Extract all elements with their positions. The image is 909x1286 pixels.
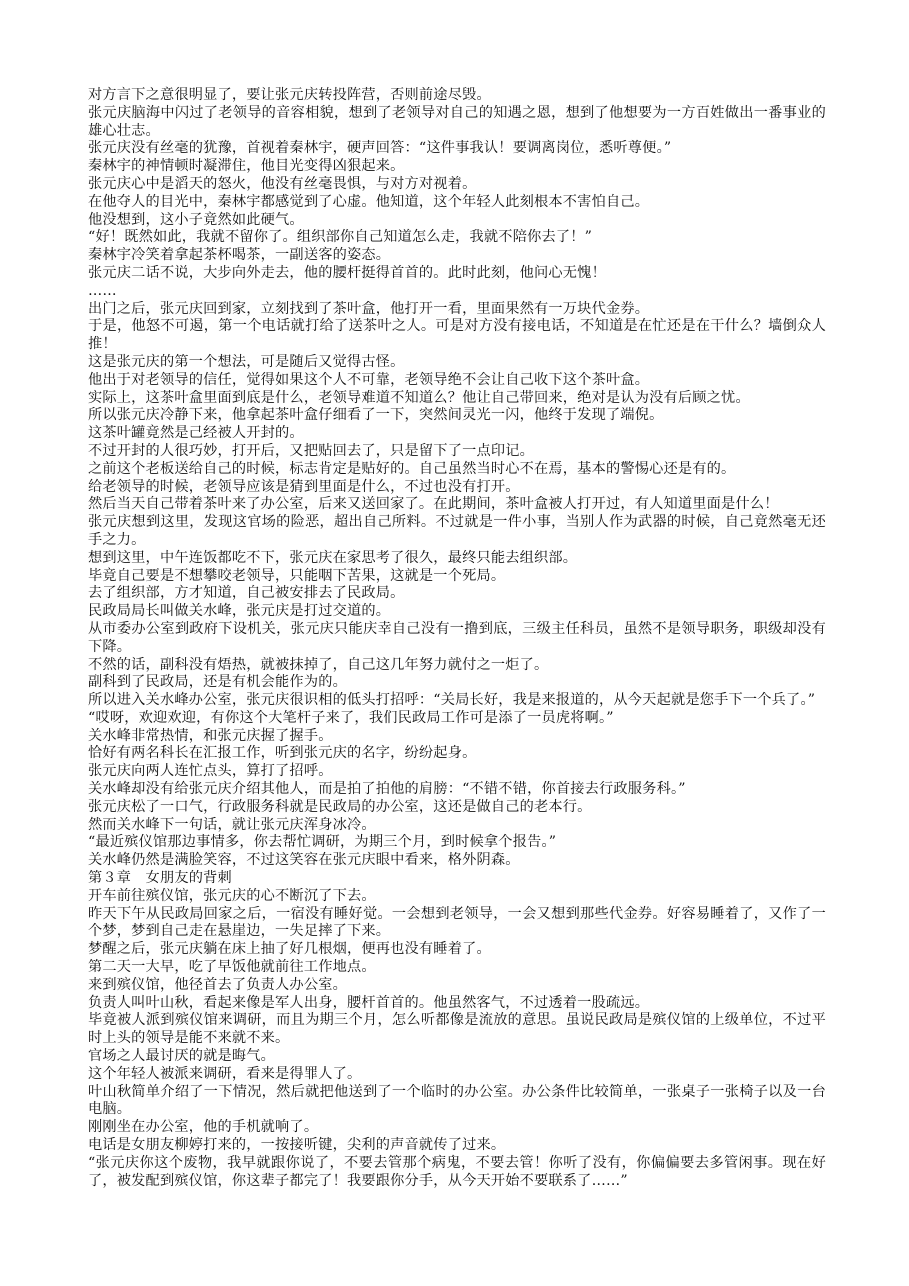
- paragraph: 刚刚坐在办公室，他的手机就响了。: [88, 1119, 319, 1136]
- paragraph: 这个年轻人被派来调研，看来是得罪人了。: [88, 1065, 362, 1082]
- paragraph: 张元庆向两人连忙点头，算打了招呼。: [88, 763, 333, 780]
- paragraph: “哎呀，欢迎欢迎，有你这个大笔杆子来了，我们民政局工作可是添了一员虎将啊。”: [88, 709, 614, 726]
- paragraph: 张元庆脑海中闪过了老领导的音容相貌，想到了老领导对自己的知遇之恩，想到了他想要为一方百姓做出一番事业的雄心壮志。: [88, 104, 826, 139]
- paragraph: 秦林宇的神情顿时凝滞住，他目光变得凶狠起来。: [88, 158, 405, 175]
- paragraph: 给老领导的时候，老领导应该是猜到里面是什么，不过也没有打开。: [88, 478, 520, 495]
- paragraph: 来到殡仪馆，他径首去了负责人办公室。: [88, 976, 347, 993]
- paragraph: 他没想到，这小子竟然如此硬气。: [88, 211, 304, 228]
- paragraph: 这茶叶罐竟然是己经被人开封的。: [88, 425, 304, 442]
- paragraph: 毕竟被人派到殡仪馆来调研，而且为期三个月，怎么听都像是流放的意思。虽说民政局是殡仪馆的上级单位，不过平时上头的领导是能不来就不来。: [88, 1012, 826, 1047]
- paragraph: “张元庆你这个废物，我早就跟你说了，不要去管那个病鬼，不要去管！你听了没有，你偏偏要去多管闲事。现在好了，被发配到殡仪馆，你这辈子都完了！我要跟你分手，从今天开始不要联系了……”: [88, 1154, 826, 1189]
- paragraph: 于是，他怒不可遏，第一个电话就打给了送茶叶之人。可是对方没有接电话，不知道是在忙还是在干什么？墙倒众人推！: [88, 318, 826, 353]
- paragraph: 昨天下午从民政局回家之后，一宿没有睡好觉。一会想到老领导，一会又想到那些代金券。好容易睡着了，又作了一个梦，梦到自己走在悬崖边，一失足摔了下来。: [88, 905, 826, 940]
- paragraph: 官场之人最讨厌的就是晦气。: [88, 1048, 276, 1065]
- paragraph: 想到这里，中午连饭都吃不下，张元庆在家思考了很久，最终只能去组织部。: [88, 549, 578, 566]
- paragraph: 关水峰仍然是满脸笑容，不过这笑容在张元庆眼中看来，格外阴森。: [88, 852, 520, 869]
- paragraph: 去了组织部，方才知道，自己被安排去了民政局。: [88, 585, 405, 602]
- paragraph: 不过开封的人很巧妙，打开后，又把贴回去了，只是留下了一点印记。: [88, 442, 535, 459]
- paragraph: 负责人叫叶山秋，看起来像是军人出身，腰杆首首的。他虽然客气，不过透着一股疏远。: [88, 994, 650, 1011]
- paragraph: 副科到了民政局，还是有机会能作为的。: [88, 674, 347, 691]
- paragraph: 对方言下之意很明显了，要让张元庆转投阵营，否则前途尽毁。: [88, 87, 491, 103]
- paragraph: 所以进入关水峰办公室，张元庆很识相的低头打招呼：“关局长好，我是来报道的，从今天起就是您手下一个兵了。”: [88, 692, 816, 709]
- paragraph: 张元庆没有丝毫的犹豫，首视着秦林宇，硬声回答：“这件事我认！要调离岗位，悉听尊便。”: [88, 140, 672, 157]
- paragraph: “最近殡仪馆那边事情多，你去帮忙调研，为期三个月，到时候拿个报告。”: [88, 834, 557, 851]
- ellipsis-separator: ……: [88, 282, 117, 299]
- document-page: [88, 87, 826, 1190]
- paragraph: 之前这个老板送给自己的时候，标志肯定是贴好的。自己虽然当时心不在焉，基本的警惕心还是有的。: [88, 460, 736, 477]
- paragraph: 实际上，这茶叶盒里面到底是什么，老领导难道不知道么？他让自己带回来，绝对是认为没有后顾之忧。: [88, 389, 750, 406]
- paragraph: 关水峰却没有给张元庆介绍其他人，而是拍了拍他的肩膀：“不错不错，你首接去行政服务科。”: [88, 781, 686, 798]
- chapter-heading: 第３章 女朋友的背刺: [88, 870, 232, 887]
- paragraph: 第二天一大早，吃了早饭他就前往工作地点。: [88, 959, 376, 976]
- paragraph: 恰好有两名科长在汇报工作，听到张元庆的名字，纷纷起身。: [88, 745, 477, 762]
- paragraph: 张元庆心中是滔天的怒火，他没有丝毫畏惧，与对方对视着。: [88, 175, 477, 192]
- paragraph: 电话是女朋友柳婷打来的，一按接听键，尖利的声音就传了过来。: [88, 1137, 506, 1154]
- paragraph: “好！既然如此，我就不留你了。组织部你自己知道怎么走，我就不陪你去了！”: [88, 229, 593, 246]
- paragraph: 他出于对老领导的信任，觉得如果这个人不可靠，老领导绝不会让自己收下这个茶叶盒。: [88, 371, 650, 388]
- paragraph: 张元庆二话不说，大步向外走去，他的腰杆挺得首首的。此时此刻，他问心无愧！: [88, 264, 606, 281]
- paragraph: 这是张元庆的第一个想法，可是随后又觉得古怪。: [88, 353, 405, 370]
- paragraph: 在他夺人的目光中，秦林宇都感觉到了心虚。他知道，这个年轻人此刻根本不害怕自己。: [88, 193, 650, 210]
- paragraph: 张元庆松了一口气，行政服务科就是民政局的办公室，这还是做自己的老本行。: [88, 798, 592, 815]
- paragraph: 出门之后，张元庆回到家，立刻找到了茶叶盒，他打开一看，里面果然有一万块代金券。: [88, 300, 650, 317]
- paragraph: 毕竟自己要是不想攀咬老领导，只能咽下苦果，这就是一个死局。: [88, 567, 506, 584]
- paragraph: 从市委办公室到政府下设机关，张元庆只能庆幸自己没有一撸到底，三级主任科员，虽然不是领导职务，职级却没有下降。: [88, 620, 826, 655]
- paragraph: 开车前往殡仪馆，张元庆的心不断沉了下去。: [88, 887, 376, 904]
- paragraph: 然后当天自己带着茶叶来了办公室，后来又送回家了。在此期间，茶叶盒被人打开过，有人知道里面是什么！: [88, 496, 779, 513]
- paragraph: 然而关水峰下一句话，就让张元庆浑身冰冷。: [88, 816, 376, 833]
- paragraph: 关水峰非常热情，和张元庆握了握手。: [88, 727, 333, 744]
- paragraph: 叶山秋简单介绍了一下情况，然后就把他送到了一个临时的办公室。办公条件比较简单，一张桌子一张椅子以及一台电脑。: [88, 1083, 826, 1118]
- paragraph: 张元庆想到这里，发现这官场的险恶，超出自己所料。不过就是一件小事，当别人作为武器的时候，自己竟然毫无还手之力。: [88, 514, 826, 548]
- paragraph: 不然的话，副科没有焐热，就被抹掉了，自己这几年努力就付之一炬了。: [88, 656, 549, 673]
- paragraph: 秦林宇冷笑着拿起茶杯喝茶，一副送客的姿态。: [88, 247, 391, 264]
- paragraph: 所以张元庆冷静下来，他拿起茶叶盒仔细看了一下，突然间灵光一闪，他终于发现了端倪。: [88, 407, 664, 424]
- paragraph: 民政局局长叫做关水峰，张元庆是打过交道的。: [88, 603, 391, 620]
- paragraph: 梦醒之后，张元庆躺在床上抽了好几根烟，便再也没有睡着了。: [88, 941, 491, 958]
